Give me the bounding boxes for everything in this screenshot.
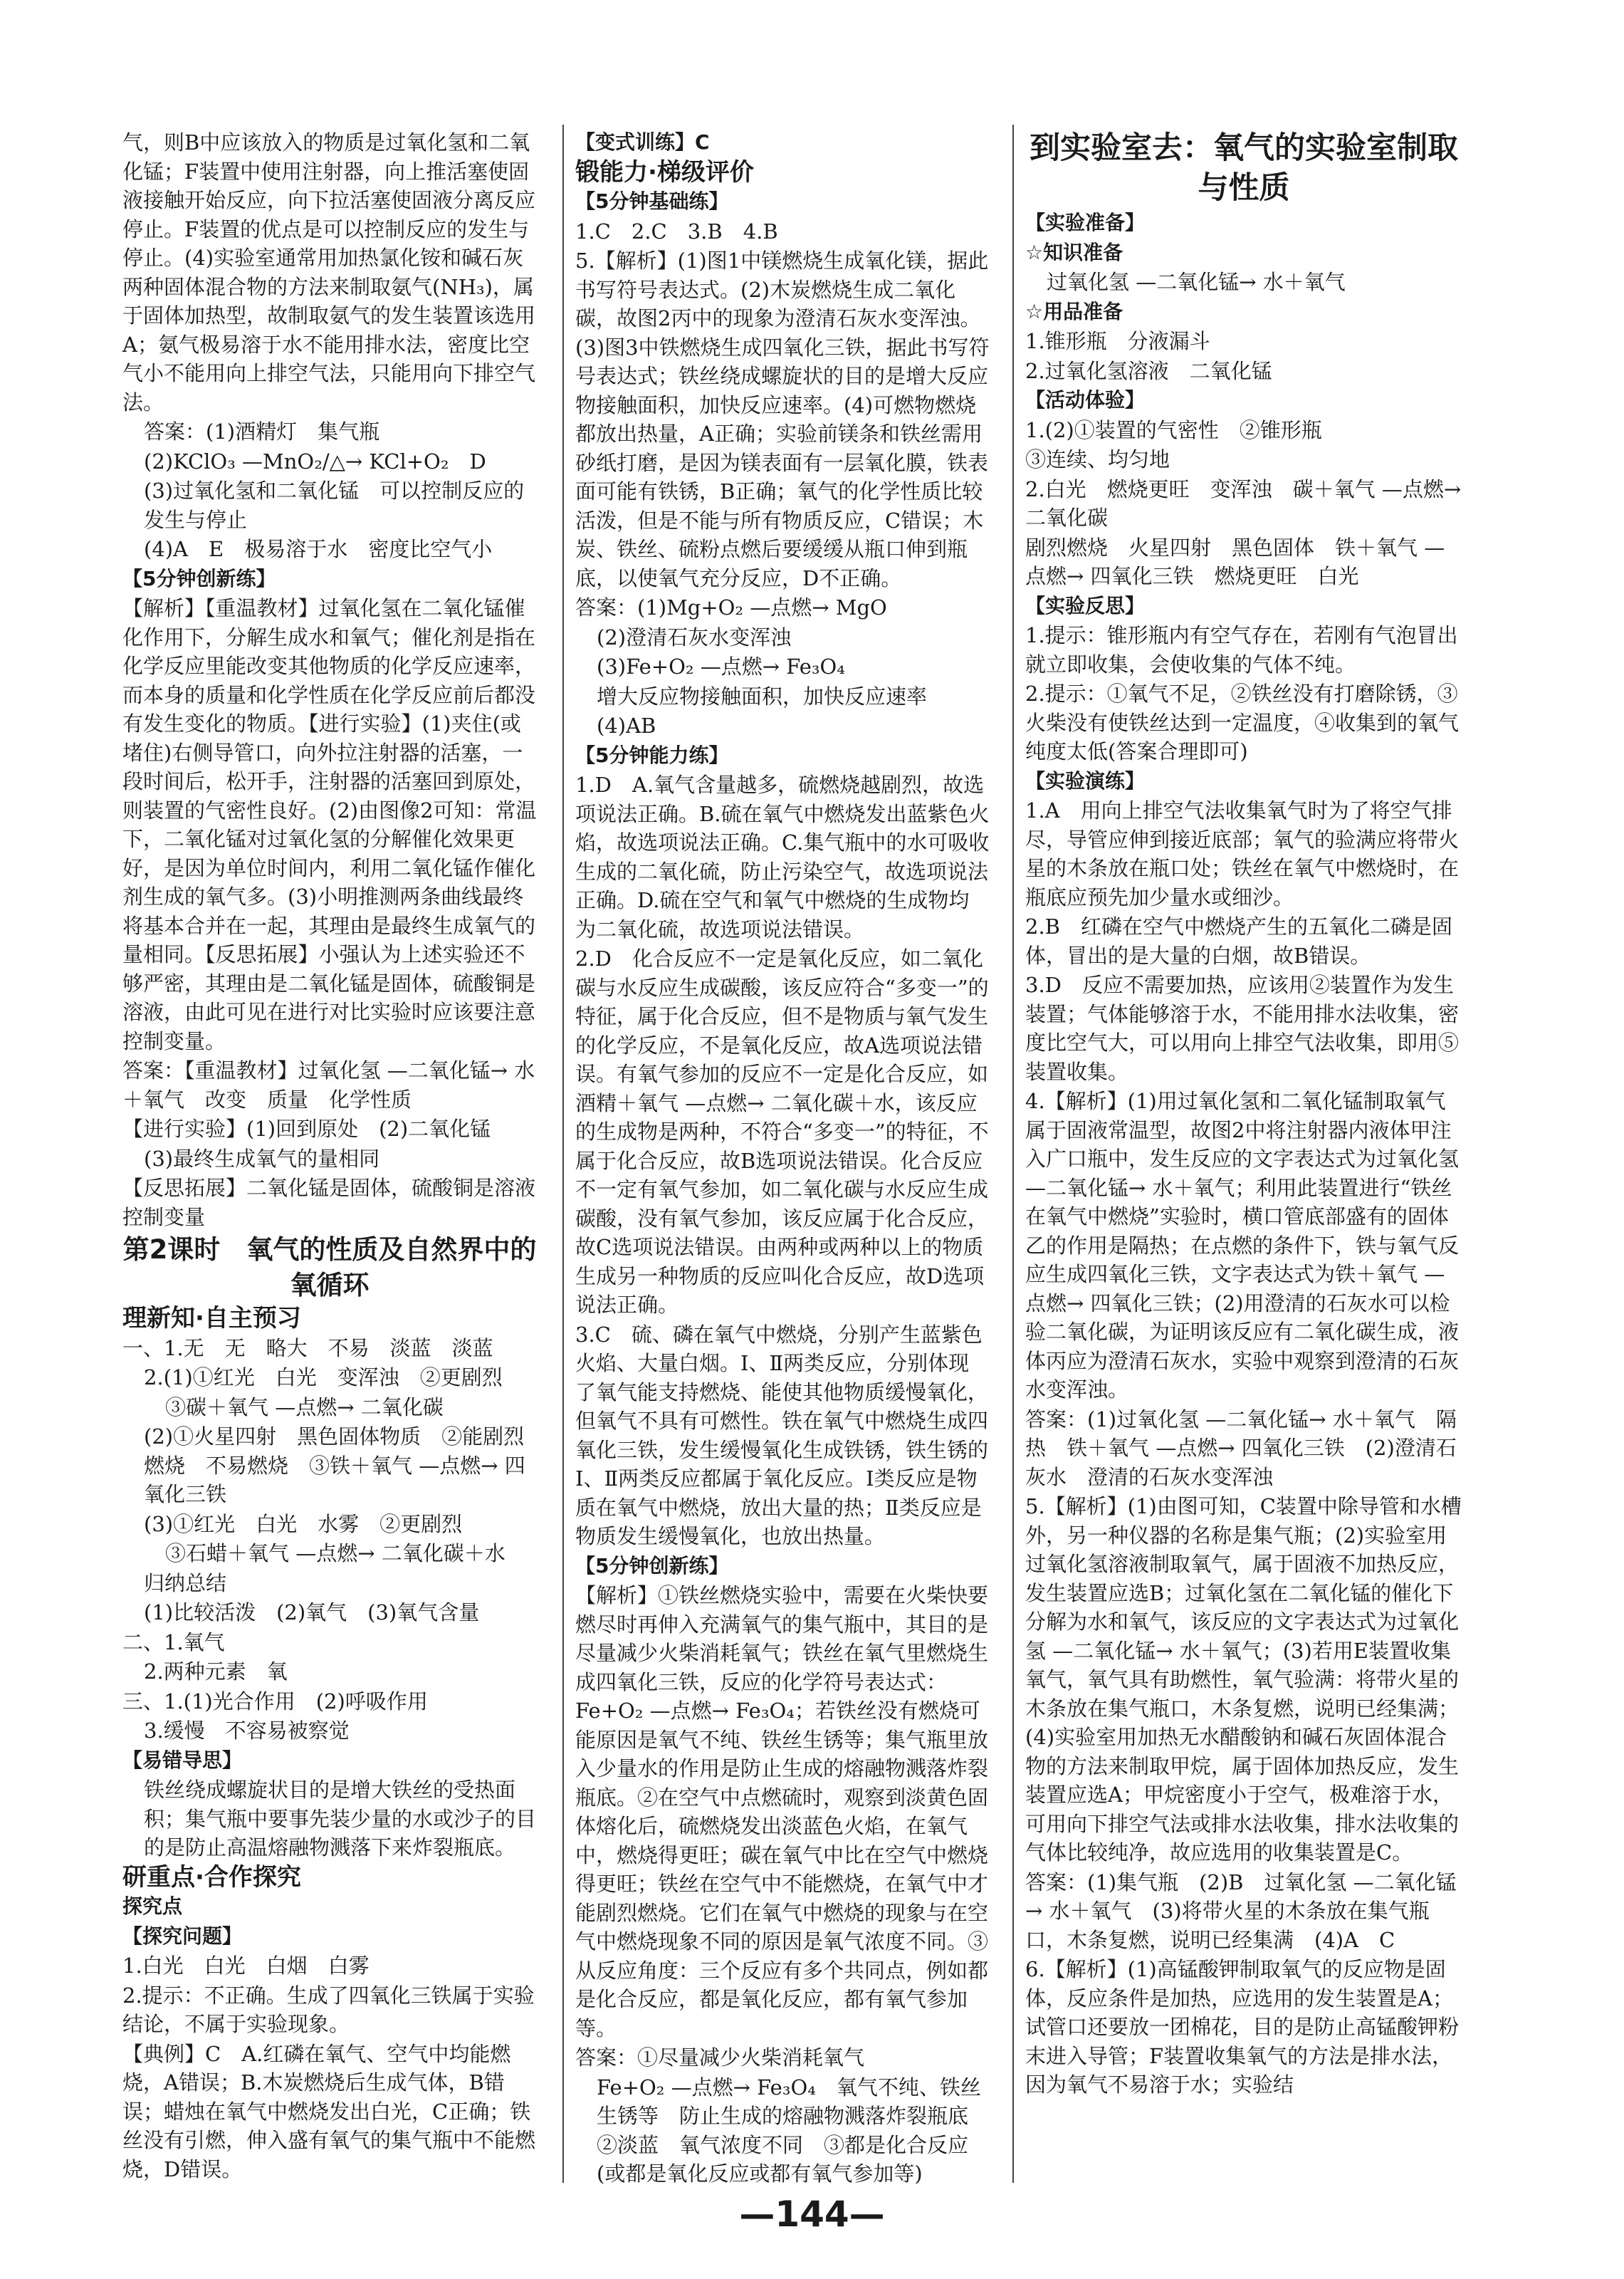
answer-line: (3)过氧化氢和二氧化锰 可以控制反应的发生与停止 [144,479,525,532]
paragraph: 【解析】【重温教材】过氧化氢在二氧化锰催化作用下，分解生成水和氧气；催化剂是指在化学反应里能改变其他物质的化学反应速率，而本身的质量和化学性质在化学反应前后都没有发生变化的物质。【进行实验】(1)夹住(或堵住)右侧导管口，向外拉注射器的活塞，一段时间后，松开手，注射器的活塞回到原处，则装置的气密性良好。(2)由图像2可知：常温下，二氧化锰对过氧化氢的分解催化效果更好，是因为单位时间内，利用二氧化锰作催化剂生成的氧气多。(3)小明推测两条曲线最终将基本合并在一起，其理由是最终生成氧气的量相同。【反思拓展】小强认为上述实验还不够严密，其理由是二氧化锰是固体，硫酸铜是溶液，由此可见在进行对比实验时应该要注意控制变量。 [122,596,537,1053]
answer-line: (2)澄清石灰水变浑浊 [597,625,792,650]
list-item: 过氧化氢 —二氧化锰→ 水＋氧气 [1047,270,1346,294]
answer-line: 增大反应物接触面积，加快反应速率 [597,684,928,709]
section-tag: 【实验演练】 [1025,768,1146,793]
list-item: 1.锥形瓶 分液漏斗 [1025,329,1210,353]
list-item: 一、1.无 无 略大 不易 淡蓝 淡蓝 [122,1335,493,1360]
list-item: 1.提示：锥形瓶内有空气存在，若刚有气泡冒出就立即收集，会使收集的气体不纯。 [1025,623,1458,677]
list-item: (3)①红光 白光 水雾 ②更剧烈 [144,1511,463,1536]
answer-line: 答案：①尽量减少火柴消耗氧气 [575,2045,865,2070]
answer-line: (4)AB [597,714,656,738]
answer-line: 1.C 2.C 3.B 4.B [575,219,778,244]
paragraph: 3.D 反应不需要加热，应该用②装置作为发生装置；气体能够溶于水，不能用排水法收集，密度比空气大，可以用向上排空气法收集，即用⑤装置收集。 [1025,973,1460,1084]
column-3 [1025,128,1462,2165]
list-item: 2.白光 燃烧更旺 变浑浊 碳＋氧气 —点燃→ 二氧化碳 [1025,476,1462,530]
section-tag: 【实验准备】 [1025,211,1146,234]
column-divider-2 [1012,125,1014,2183]
section-tag: 【5分钟创新练】 [575,1553,729,1577]
paragraph: 4.【解析】(1)用过氧化氢和二氧化锰制取氧气属于固液常温型，故图2中将注射器内液体甲注入广口瓶中，发生反应的文字表达式为过氧化氢 —二氧化锰→ 水＋氧气；利用此装置进行“铁丝在氧气中燃烧”实验时，横口管底部盛有的固体乙的作用是隔热；在点燃的条件下，铁与氧气反应生成四氧化三铁，文字表达式为铁＋氧气 —点燃→ 四氧化三铁；(2)用澄清的石灰水可以检验二氧化碳，为证明该反应有二氧化碳生成，液体丙应为澄清石灰水，实验中观察到澄清的石灰水变浑浊。 [1025,1089,1460,1402]
answer-line: 答案：(1)集气瓶 (2)B 过氧化氢 —二氧化锰→ 水＋氧气 (3)将带火星的木条放在集气瓶口，木条复燃，说明已经集满 (4)A C [1025,1869,1457,1952]
column-divider-1 [562,125,564,2183]
section-tag: 【活动体验】 [1025,388,1146,412]
paragraph: 1.A 用向上排空气法收集氧气时为了将空气排尽，导管应伸到接近底部；氧气的验满应将带火星的木条放在瓶口处；铁丝在氧气中燃烧时，在瓶底应预先加少量水或细沙。 [1025,798,1460,909]
answer-line: 答案：(1)酒精灯 集气瓶 [144,419,380,444]
answer-line: (2)KClO₃ —MnO₂/△→ KCl+O₂ D [144,449,486,474]
answer-line: 【进行实验】(1)回到原处 (2)二氧化锰 [122,1117,491,1141]
list-item: ③石蜡＋氧气 —点燃→ 二氧化碳＋水 [165,1541,505,1565]
list-item: 二、1.氧气 [122,1629,225,1654]
paragraph: 【典例】C A.红磷在氧气、空气中均能燃烧，A错误；B.木炭燃烧后生成气体，B错误；蜡烛在氧气中燃烧发出白光，C正确；铁丝没有引燃，伸入盛有氧气的集气瓶中不能燃烧，D错误。 [122,2041,536,2181]
list-item: ③碳＋氧气 —点燃→ 二氧化碳 [165,1394,444,1419]
section-tag: 【5分钟能力练】 [575,743,729,767]
page-number: —144— [739,2194,885,2235]
section-tag: 【易错导思】 [122,1748,243,1772]
list-item: (2)①火星四射 黑色固体物质 ②能剧烈燃烧 不易燃烧 ③铁＋氧气 —点燃→ 四氧化三铁 [144,1424,525,1506]
list-item: 2.提示：①氧气不足，②铁丝没有打磨除锈，③火柴没有使铁丝达到一定温度，④收集到的氧气纯度太低(答案合理即可) [1025,682,1460,763]
paragraph: 2.B 红磷在空气中燃烧产生的五氧化二磷是固体，冒出的是大量的白烟，故B错误。 [1025,914,1452,968]
subsection-heading: ☆知识准备 [1025,240,1123,264]
paragraph: 气，则B中应该放入的物质是过氧化氢和二氧化锰；F装置中使用注射器，向上推活塞使固液接触开始反应，向下拉活塞使固液分离反应停止。F装置的优点是可以控制反应的发生与停止。(4)实验室通常用加热氯化铵和碱石灰两种固体混合物的方法来制取氨气(NH₃)，属于固体加热型，故制取氨气的发生装置该选用A；氨气极易溶于水不能用排水法，密度比空气小不能用向上排空气法，只能用向下排空气法。 [122,130,536,414]
subsection-heading: ☆用品准备 [1025,299,1123,323]
list-item: 3.缓慢 不容易被察觉 [144,1719,350,1743]
list-item: 三、1.(1)光合作用 (2)呼吸作用 [122,1689,428,1714]
answer-line: 答案：【重温教材】过氧化氢 —二氧化锰→ 水＋氧气 改变 质量 化学性质 [122,1058,535,1112]
answer-line: 答案：(1)过氧化氢 —二氧化锰→ 水＋氧气 隔热 铁＋氧气 —点燃→ 四氧化三铁 (2)澄清石灰水 澄清的石灰水变浑浊 [1025,1407,1457,1489]
section-tag: 【变式训练】C [575,130,710,154]
subsection-heading: 探究点 [122,1894,183,1918]
paragraph: 铁丝绕成螺旋状目的是增大铁丝的受热面积；集气瓶中要事先装少量的水或沙子的目的是防止高温熔融物溅落下来炸裂瓶底。 [144,1778,537,1860]
list-item: ③连续、均匀地 [1025,447,1170,471]
paragraph: 5.【解析】(1)由图可知，C装置中除导管和水槽外，另一种仪器的名称是集气瓶；(2)实验室用过氧化氢溶液制取氧气，属于固液不加热反应，发生装置应选B；过氧化氢在二氧化锰的催化下分解为水和氧气，该反应的文字表达式为过氧化氢 —二氧化锰→ 水＋氧气；(3)若用E装置收集氧气，氧气具有助燃性，氧气验满：将带火星的木条放在集气瓶口，木条复燃，说明已经集满；(4)实验室用加热无水醋酸钠和碱石灰固体混合物的方法来制取甲烷，属于固体加热反应，发生装置应选A；甲烷密度小于空气，极难溶于水，可用向下排空气法或排水法收集，排水法收集的气体比较纯净，故应选用的收集装置是C。 [1025,1494,1462,1865]
list-item: 2.提示：不正确。生成了四氧化三铁属于实验结论，不属于实验现象。 [122,1983,535,2036]
section-tag: 【5分钟基础练】 [575,189,729,213]
paragraph: 3.C 硫、磷在氧气中燃烧，分别产生蓝紫色火焰、大量白烟。Ⅰ、Ⅱ两类反应，分别体现了氧气能支持燃烧、能使其他物质缓慢氧化，但氧气不具有可燃性。铁在氧气中燃烧生成四氧化三铁，发生缓慢氧化生成铁锈，铁生锈的Ⅰ、Ⅱ两类反应都属于氧化反应。Ⅰ类反应是物质在氧气中燃烧，放出大量的热；Ⅱ类反应是物质发生缓慢氧化，也放出热量。 [575,1322,989,1548]
answer-line: Fe+O₂ —点燃→ Fe₃O₄ 氧气不纯、铁丝生锈等 防止生成的熔融物溅落炸裂瓶底 ②淡蓝 氧气浓度不同 ③都是化合反应(或都是氧化反应或都有氧气参加等) [597,2075,990,2186]
answer-line: 答案：(1)Mg+O₂ —点燃→ MgO [575,595,887,620]
answer-line: (4)A E 极易溶于水 密度比空气小 [144,537,493,561]
answer-line: (3)Fe+O₂ —点燃→ Fe₃O₄ [597,655,845,679]
list-item: 2.两种元素 氧 [144,1659,288,1684]
section-tag: 【探究问题】 [122,1924,243,1948]
paragraph: 6.【解析】(1)高锰酸钾制取氧气的反应物是固体，反应条件是加热，应选用的发生装置是A；试管口还要放一团棉花，目的是防止高锰酸钾粉末进入导管；F装置收集氧气的方法是排水法，因为氧气不易溶于水；实验结 [1025,1957,1460,2097]
list-item: 归纳总结 [144,1570,227,1595]
section-tag: 【实验反思】 [1025,593,1146,617]
column-2 [575,128,990,2186]
paragraph: 5.【解析】(1)图1中镁燃烧生成氧化镁，据此书写符号表达式。(2)木炭燃烧生成二氧化碳，故图2丙中的现象为澄清石灰水变浑浊。(3)图3中铁燃烧生成四氧化三铁，据此书写符号表达式；铁丝绕成螺旋状的目的是增大反应物接触面积，加快反应速率。(4)可燃物燃烧都放出热量，A正确；实验前镁条和铁丝需用砂纸打磨，是因为镁表面有一层氧化膜，铁表面可能有铁锈，B正确；氧气的化学性质比较活泼，但是不能与所有物质反应，C错误；木炭、铁丝、硫粉点燃后要缓缓从瓶口伸到瓶底，以使氧气充分反应，D不正确。 [575,249,990,590]
experiment-title: 到实验室去：氧气的实验室制取与性质 [1030,130,1458,206]
lesson-title: 第2课时 氧气的性质及自然界中的氧循环 [122,1234,537,1300]
section-heading: 研重点·合作探究 [122,1862,301,1892]
column-1 [122,128,557,2181]
answer-line: (3)最终生成氧气的量相同 [144,1146,380,1171]
list-item: 2.(1)①红光 白光 变浑浊 ②更剧烈 [144,1365,503,1389]
section-heading: 理新知·自主预习 [122,1304,301,1333]
section-heading: 锻能力·梯级评价 [575,157,754,187]
list-item: (1)比较活泼 (2)氧气 (3)氧气含量 [144,1600,480,1624]
section-tag: 【5分钟创新练】 [122,566,276,590]
list-item: 1.(2)①装置的气密性 ②锥形瓶 [1025,417,1322,442]
list-item: 1.白光 白光 白烟 白雾 [122,1954,370,1978]
paragraph: 1.D A.氧气含量越多，硫燃烧越剧烈，故选项说法正确。B.硫在氧气中燃烧发出蓝紫色火焰，故选项说法正确。C.集气瓶中的水可吸收生成的二氧化硫，防止污染空气，故选项说法正确。D.硫在空气和氧气中燃烧的生成物均为二氧化硫，故选项说法错误。 [575,773,990,942]
answer-line: 【反思拓展】二氧化锰是固体，硫酸铜是溶液 控制变量 [122,1176,557,1229]
list-item: 2.过氧化氢溶液 二氧化锰 [1025,358,1272,383]
list-item: 剧烈燃烧 火星四射 黑色固体 铁＋氧气 —点燃→ 四氧化三铁 燃烧更旺 白光 [1025,535,1445,588]
paragraph: 【解析】①铁丝燃烧实验中，需要在火柴快要燃尽时再伸入充满氧气的集气瓶中，其目的是尽量减少火柴消耗氧气；铁丝在氧气里燃烧生成四氧化三铁，反应的化学符号表达式：Fe+O₂ —点燃→ Fe₃O₄；若铁丝没有燃烧可能原因是氧气不纯、铁丝生锈等；集气瓶里放入少量水的作用是防止生成的熔融物溅落炸裂瓶底。②在空气中点燃硫时，观察到淡黄色固体熔化后，硫燃烧发出淡蓝色火焰，在氧气中，燃烧得更旺；碳在氧气中比在空气中燃烧得更旺；铁丝在空气中不能燃烧，在氧气中才能剧烈燃烧。它们在氧气中燃烧的现象与在空气中燃烧现象不同的原因是氧气浓度不同。③从反应角度：三个反应有多个共同点，例如都是化合反应，都是氧化反应，都有氧气参加等。 [575,1583,989,2040]
paragraph: 2.D 化合反应不一定是氧化反应，如二氧化碳与水反应生成碳酸，该反应符合“多变一”的特征，属于化合反应，但不是物质与氧气发生的化学反应，不是氧化反应，故A选项说法错误。有氧气参加的反应不一定是化合反应，如酒精＋氧气 —点燃→ 二氧化碳＋水，该反应的生成物是两种，不符合“多变一”的特征，不属于化合反应，故B选项说法错误。化合反应不一定有氧气参加，如二氧化碳与水反应生成碳酸，没有氧气参加，该反应属于化合反应，故C选项说法错误。由两种或两种以上的物质生成另一种物质的反应叫化合反应，故D选项说法正确。 [575,946,989,1317]
